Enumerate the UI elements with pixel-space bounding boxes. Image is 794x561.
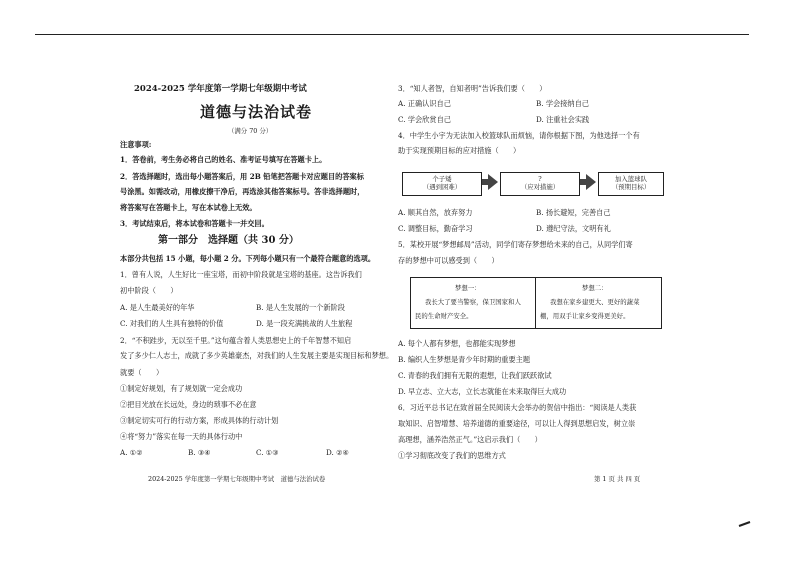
q3-option-c: C. 学会欣赏自己 (398, 115, 451, 124)
q2-statement: ③制定切实可行的行动方案，形成具体的行动计划 (120, 416, 279, 425)
q2-stem: 发了多少仁人志士，成就了多少英雄豪杰，对我们的人生发展主要是实现目标和梦想。 (120, 351, 394, 360)
note-line: 1．答卷前，考生务必将自己的姓名、准考证号填写在答题卡上。 (120, 155, 327, 164)
q6-stem: 6．习近平总书记在致首届全民阅读大会举办的贺信中指出：“阅读是人类获 (398, 403, 637, 412)
dream2-text: 我想在家乡建更大、更好的蔬菜 (550, 298, 640, 306)
footer-page-number: 第 1 页 共 四 页 (594, 475, 641, 483)
note-line: 号涂黑。如需改动，用橡皮擦干净后，再选涂其他答案标号。答非选择题时， (120, 187, 365, 196)
scan-mark-icon (738, 520, 752, 528)
q1-option-a: A. 是人生最美好的年华 (120, 303, 195, 312)
q2-statement: ②把目光放在长远处，身边的琐事不必在意 (120, 400, 257, 409)
dream1-text: 我长大了要当警察，保卫国家和人 (425, 298, 521, 306)
dream-table (410, 277, 662, 329)
q5-option-c: C. 青春的我们拥有无限的遐想，让我们跃跃欲试 (398, 371, 552, 380)
q2-stem: 就要（ ） (120, 368, 164, 377)
flow-box-goal (598, 172, 664, 196)
q1-option-c: C. 对我们的人生具有独特的价值 (120, 319, 224, 328)
q2-statement: ④将“努力”落实在每一天的具体行动中 (120, 432, 243, 441)
flow-box-difficulty (402, 172, 482, 196)
q1-option-b: B. 是人生发展的一个新阶段 (256, 303, 345, 312)
dream2-text: 棚，用双手让家乡变得更美好。 (540, 312, 630, 320)
top-rule (35, 34, 749, 35)
q2-option-b: B. ③④ (188, 448, 211, 457)
q3-option-a: A. 正确认识自己 (398, 99, 451, 108)
q5-stem: 存的梦想中可以感受到（ ） (398, 256, 499, 265)
q2-option-c: C. ①③ (256, 448, 279, 457)
q4-stem: 4．中学生小宇为无法加入校篮球队而烦恼，请你根据下图，为他选择一个有 (398, 131, 640, 140)
q1-stem: 初中阶段（ ） (120, 286, 178, 295)
part1-intro: 本部分共包括 15 小题，每小题 2 分。下列每小题只有一个最符合题意的选项。 (120, 254, 376, 263)
q5-stem: 5．某校开展“梦想邮局”活动，同学们寄存梦想给未来的自己，从同学们寄 (398, 240, 633, 249)
dream-cell-2 (536, 278, 661, 328)
dream2-label: 梦想二： (582, 284, 608, 292)
q5-option-d: D. 早立志、立大志，立长志就能在未来取得巨大成功 (398, 387, 567, 396)
footer-left: 2024-2025 学年度第一学期七年级期中考试 道德与法治试卷 (148, 475, 326, 483)
q4-stem: 助于实现预期目标的应对措施（ ） (398, 146, 521, 155)
q2-statement: ①制定好规划，有了规划就一定会成功 (120, 384, 243, 393)
flow-sub: （预期目标） (611, 183, 651, 191)
flow-main: 加入篮球队 (615, 175, 647, 183)
note-line: 3．考试结束后，将本试卷和答题卡一并交回。 (120, 219, 269, 228)
q4-option-a: A. 顺其自然，放弃努力 (398, 208, 473, 217)
q3-option-d: D. 注重社会实践 (536, 115, 590, 124)
q6-statement: ①学习彻底改变了我们的思维方式 (398, 451, 506, 460)
exam-title: 2024-2025 学年度第一学期七年级期中考试 (134, 84, 307, 94)
q3-option-b: B. 学会接纳自己 (536, 99, 589, 108)
flow-box-measure (500, 172, 580, 196)
dream1-label: 梦想一： (455, 284, 481, 292)
q2-option-a: A. ①② (120, 448, 143, 457)
dream-cell-1 (411, 278, 536, 328)
note-line: 将答案写在答题卡上，写在本试卷上无效。 (120, 203, 257, 212)
q5-option-b: B. 编织人生梦想是青少年时期的重要主题 (398, 355, 531, 364)
q2-stem: 2．“不积跬步，无以至千里。”这句蕴含着人类思想史上的千年智慧不知启 (120, 336, 352, 345)
q4-option-c: C. 调整目标，勤奋学习 (398, 224, 473, 233)
flow-main: ? (538, 175, 542, 183)
subject-title: 道德与法治试卷 (200, 103, 313, 121)
q1-option-d: D. 是一段充满挑战的人生旅程 (256, 319, 353, 328)
note-line: 2．答选择题时，选出每小题答案后，用 2B 铅笔把答题卡对应题目的答案标 (120, 172, 364, 181)
q6-stem: 高理想，涵养浩然正气。”这启示我们（ ） (398, 435, 542, 444)
notes-heading: 注意事项: (120, 140, 152, 149)
dream1-text: 民的生命财产安全。 (415, 312, 473, 320)
q2-option-d: D. ②④ (326, 448, 349, 457)
q1-stem: 1．曾有人说，人生好比一座宝塔，而初中阶段就是宝塔的基座。这告诉我们 (120, 270, 362, 279)
flow-arrow-icon (488, 174, 498, 190)
q4-option-d: D. 遵纪守法，文明有礼 (536, 224, 611, 233)
flow-main: 个子矮 (432, 175, 452, 183)
q4-option-b: B. 扬长避短，完善自己 (536, 208, 611, 217)
flow-arrow-icon (586, 174, 596, 190)
flow-sub: （遇到困难） (422, 183, 462, 191)
full-score: （满分 70 分） (228, 127, 273, 135)
q5-option-a: A. 每个人都有梦想，也都能实现梦想 (398, 339, 516, 348)
q3-stem: 3．“知人者智，自知者明”告诉我们要（ ） (398, 84, 547, 93)
flow-sub: （应对措施） (520, 183, 560, 191)
part1-heading: 第一部分 选择题（共 30 分） (158, 235, 299, 246)
q6-stem: 取知识、启智增慧、培养道德的重要途径，可以让人得到思想启发，树立崇 (398, 419, 636, 428)
